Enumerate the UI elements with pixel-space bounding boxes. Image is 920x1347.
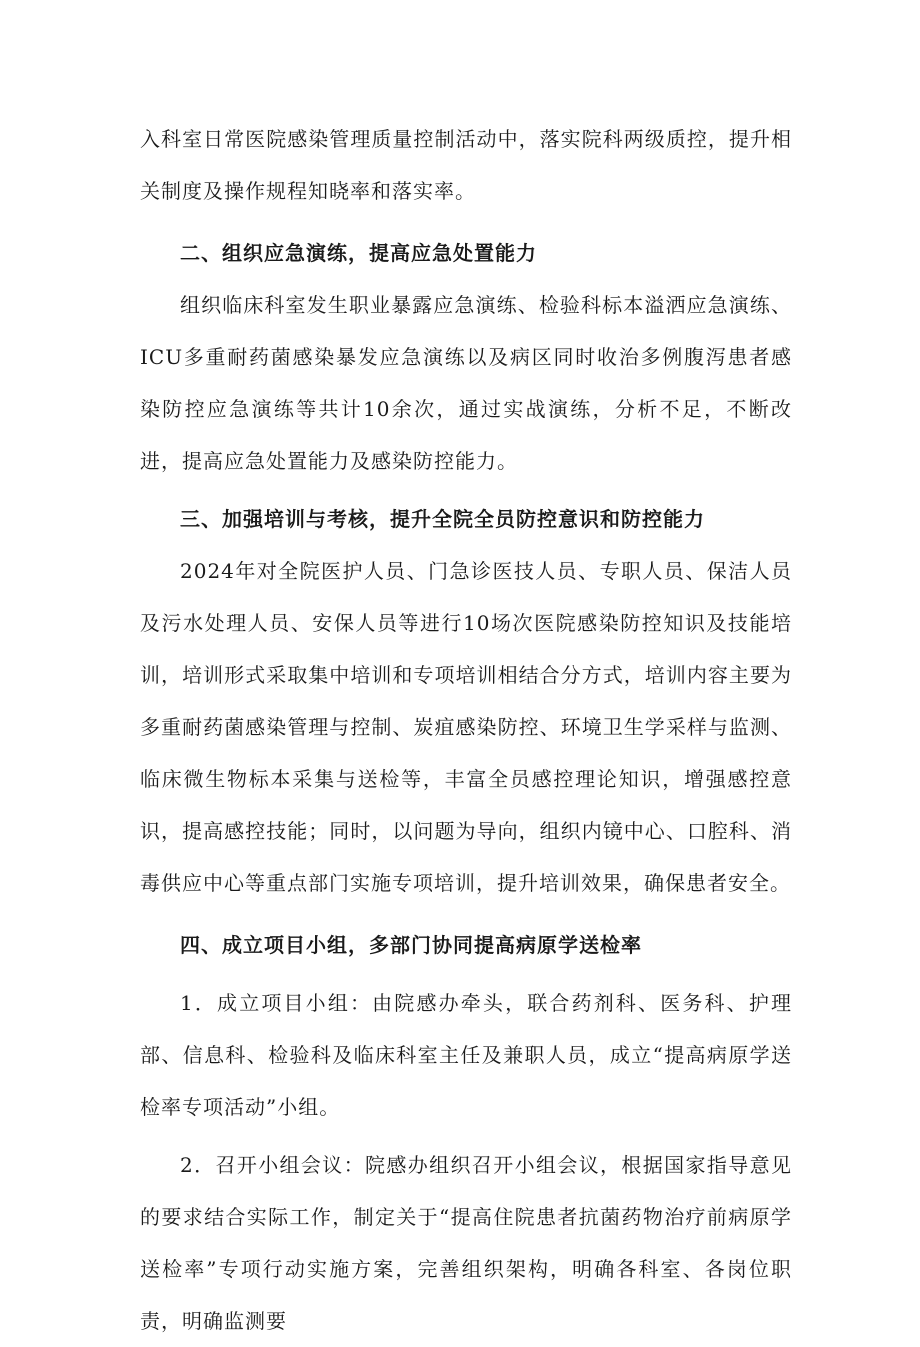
paragraph-team-meeting: 2．召开小组会议：院感办组织召开小组会议，根据国家指导意见的要求结合实际工作，制定关于“提高住院患者抗菌药物治疗前病原学送检率”专项行动实施方案，完善组织架构，明确各科室、各岗位职责，明确监测要 xyxy=(140,1153,792,1333)
paragraph-continuation: 入科室日常医院感染管理质量控制活动中，落实院科两级质控，提升相关制度及操作规程知晓率和落实率。 xyxy=(140,127,792,203)
section-heading-2: 二、组织应急演练，提高应急处置能力 xyxy=(180,241,537,265)
paragraph-project-team: 1．成立项目小组：由院感办牵头，联合药剂科、医务科、护理部、信息科、检验科及临床科室主任及兼职人员，成立“提高病原学送检率专项活动”小组。 xyxy=(140,991,792,1119)
document-body xyxy=(140,113,792,1347)
paragraph-training: 2024年对全院医护人员、门急诊医技人员、专职人员、保洁人员及污水处理人员、安保人员等进行10场次医院感染防控知识及技能培训，培训形式采取集中培训和专项培训相结合分方式，培训内容主要为多重耐药菌感染管理与控制、炭疽感染防控、环境卫生学采样与监测、临床微生物标本采集与送检等，丰富全员感控理论知识，增强感控意识，提高感控技能；同时，以问题为导向，组织内镜中心、口腔科、消毒供应中心等重点部门实施专项培训，提升培训效果，确保患者安全。 xyxy=(140,559,792,895)
section-heading-4: 四、成立项目小组，多部门协同提高病原学送检率 xyxy=(180,933,642,957)
paragraph-emergency-drills: 组织临床科室发生职业暴露应急演练、检验科标本溢洒应急演练、ICU多重耐药菌感染暴发应急演练以及病区同时收治多例腹泻患者感染防控应急演练等共计10余次，通过实战演练，分析不足，不断改进，提高应急处置能力及感染防控能力。 xyxy=(140,293,792,473)
section-heading-3: 三、加强培训与考核，提升全院全员防控意识和防控能力 xyxy=(180,507,705,531)
